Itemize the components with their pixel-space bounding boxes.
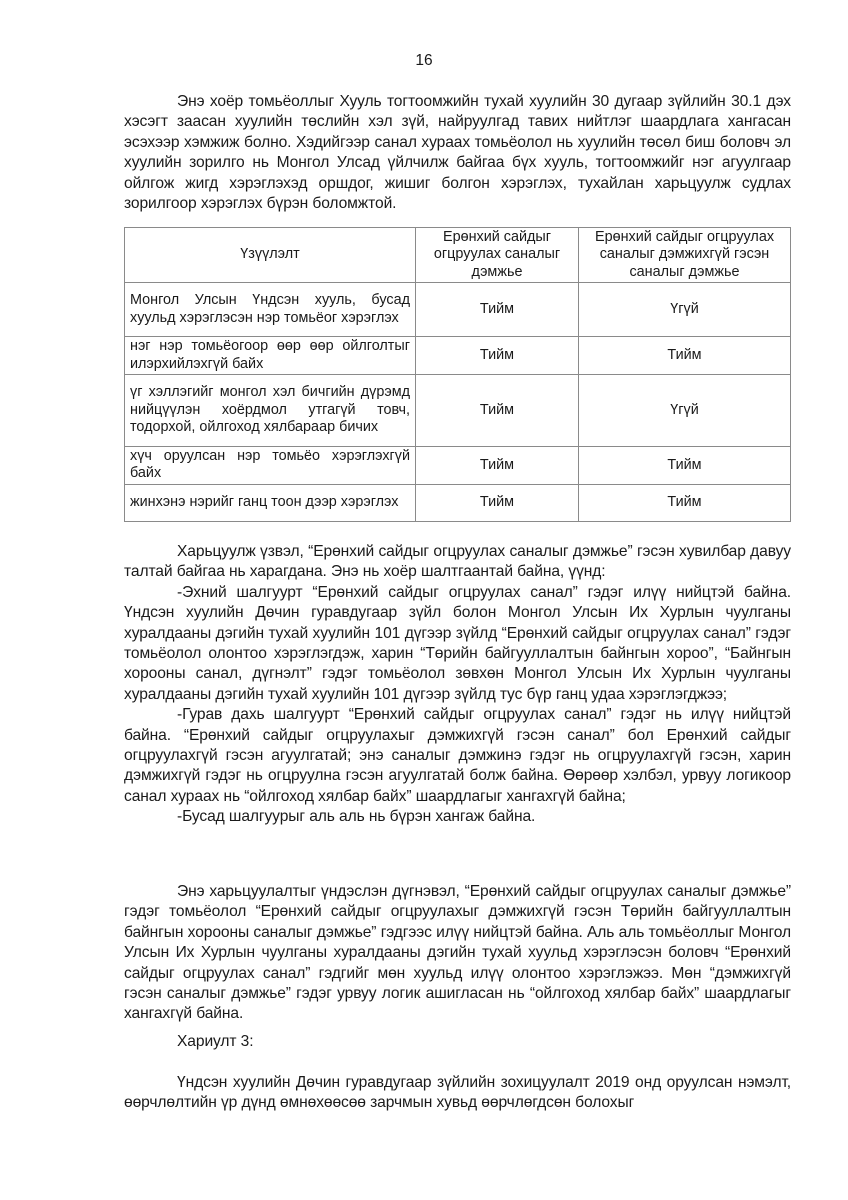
option2-cell: Үгүй	[579, 283, 791, 337]
table-row	[125, 337, 791, 375]
page-number: 16	[415, 52, 433, 69]
comparison-table	[124, 227, 791, 522]
analysis-section	[124, 542, 791, 828]
table-row	[125, 484, 791, 521]
option1-cell: Тийм	[416, 337, 579, 375]
criterion-cell: Монгол Улсын Үндсэн хууль, бусад хуульд хэрэглэсэн нэр томьёог хэрэглэх	[125, 283, 416, 337]
answer3-section	[124, 1073, 791, 1114]
analysis-paragraph-2: -Эхний шалгуурт “Ерөнхий сайдыг огцруулах санал” гэдэг илүү нийцтэй байна. Үндсэн хуулийн Дөчин гуравдугаар зүйл болон Монгол Улсын Их Хурлын чуулганы хуралдааны дэгийн тухай хуулийн 101 дүгээр зүйлд “Ерөнхий сайдыг огцруулах санал” гэдэг томьёолол олонтоо хэрэглэгдэж, харин “Төрийн байгууллалтын байнгын хороо”, “Байнгын хорооны санал, дүгнэлт” гэдэг томьёолол зөвхөн Монгол Улсын Их Хурлын чуулганы хуралдааны дэгийн тухай хуулийн 101 дүгээр зүйлд тус бүр ганц удаа хэрэглэгджээ;	[124, 583, 791, 703]
option2-cell: Тийм	[579, 484, 791, 521]
option1-cell: Тийм	[416, 484, 579, 521]
analysis-paragraph-3: -Гурав дахь шалгуурт “Ерөнхий сайдыг огцруулах санал” гэдэг нь илүү нийцтэй байна. “Ерөнхий сайдыг огцруулахыг дэмжихгүй гэсэн санал” бол Ерөнхий сайдыг огцруулахгүй гэсэн агуулгатай; энэ саналыг дэмжинэ гэдэг нь огцруулахгүй гэсэн, харин дэмжихгүй гэдэг нь огцруулна гэсэн агуулгатай болж байна. Өөрөөр хэлбэл, урвуу логикоор санал хураах нь “ойлгоход хялбар байх” шаардлагыг хангахгүй байна;	[124, 706, 791, 805]
intro-section	[124, 92, 791, 214]
criterion-cell: жинхэнэ нэрийг ганц тоон дээр хэрэглэх	[125, 484, 416, 521]
answer3-paragraph: Үндсэн хуулийн Дөчин гуравдугаар зүйлийн зохицуулалт 2019 онд оруулсан нэмэлт, өөрчлөлтийн үр дүнд өмнөхөөсөө зарчмын хувьд өөрчлөгдсөн болохыг	[124, 1074, 791, 1112]
option2-cell: Үгүй	[579, 375, 791, 447]
option2-cell: Тийм	[579, 337, 791, 375]
criterion-cell: үг хэллэгийг монгол хэл бичгийн дүрэмд нийцүүлэн хоёрдмол утгагүй товч, тодорхой, ойлгоход хялбараар бичих	[125, 375, 416, 447]
option1-cell: Тийм	[416, 375, 579, 447]
criterion-cell: нэг нэр томьёогоор өөр өөр ойлголтыг илэрхийлэхгүй байх	[125, 337, 416, 375]
intro-paragraph: Энэ хоёр томьёоллыг Хууль тогтоомжийн тухай хуулийн 30 дугаар зүйлийн 30.1 дэх хэсэгт заасан хуулийн төслийн хэл зүй, найруулгад тавих нийтлэг шаардлага хангасан эсэхээр хэмжиж болно. Хэдийгээр санал хураах томьёолол нь хуулийн төсөл биш боловч эл хуулийн зорилго нь Монгол Улсад үйлчилж байгаа бүх хууль, тогтоомжийг нэг агуулгаар ойлгож жигд хэрэглэхэд оршдог, жишиг болгон хэрэглэх, тухайлан харьцуулж судлах зорилгоор хэрэглэх бүрэн боломжтой.	[124, 93, 791, 213]
header-criterion: Үзүүлэлт	[125, 228, 416, 283]
header-option-1: Ерөнхий сайдыг огцруулах саналыг дэмжье	[416, 228, 579, 283]
table-row	[125, 375, 791, 447]
conclusion-paragraph: Энэ харьцуулалтыг үндэслэн дүгнэвэл, “Ерөнхий сайдыг огцруулах саналыг дэмжье” гэдэг томьёолол “Ерөнхий сайдыг огцруулахыг дэмжихгүй гэсэн Төрийн байгууллалтын байнгын хорооны саналыг дэмжье” гэдгээс илүү нийцтэй байна. Аль аль томьёоллыг Монгол Улсын Их Хурлын чуулганы хуралдааны дэгийн тухай хуульд хэрэглэсэн боловч “Ерөнхий сайдыг огцруулах санал” гэдгийг мөн хуульд илүү олонтоо хэрэглэжээ. Мөн “дэмжихгүй гэсэн саналыг дэмжье” гэдэг урвуу логик ашигласан нь “ойлгоход хялбар байх” шаардлагыг хангахгүй байна.	[124, 883, 791, 1023]
answer3-heading: Хариулт 3:	[177, 1033, 254, 1050]
table-row	[125, 283, 791, 337]
criterion-cell: хүч оруулсан нэр томьёо хэрэглэхгүй байх	[125, 447, 416, 485]
table-row	[125, 447, 791, 485]
conclusion-section	[124, 882, 791, 1025]
option2-cell: Тийм	[579, 447, 791, 485]
header-option-2: Ерөнхий сайдыг огцруулах саналыг дэмжихгүй гэсэн саналыг дэмжье	[579, 228, 791, 283]
option1-cell: Тийм	[416, 447, 579, 485]
answer3-heading-block	[124, 1032, 791, 1052]
option1-cell: Тийм	[416, 283, 579, 337]
table-header-row	[125, 228, 791, 283]
analysis-paragraph-4: -Бусад шалгуурыг аль аль нь бүрэн хангаж байна.	[177, 808, 536, 826]
analysis-paragraph-1: Харьцуулж үзвэл, “Ерөнхий сайдыг огцруулах саналыг дэмжье” гэсэн хувилбар давуу талтай байгаа нь харагдана. Энэ нь хоёр шалтгаантай байна, үүнд:	[124, 543, 791, 581]
